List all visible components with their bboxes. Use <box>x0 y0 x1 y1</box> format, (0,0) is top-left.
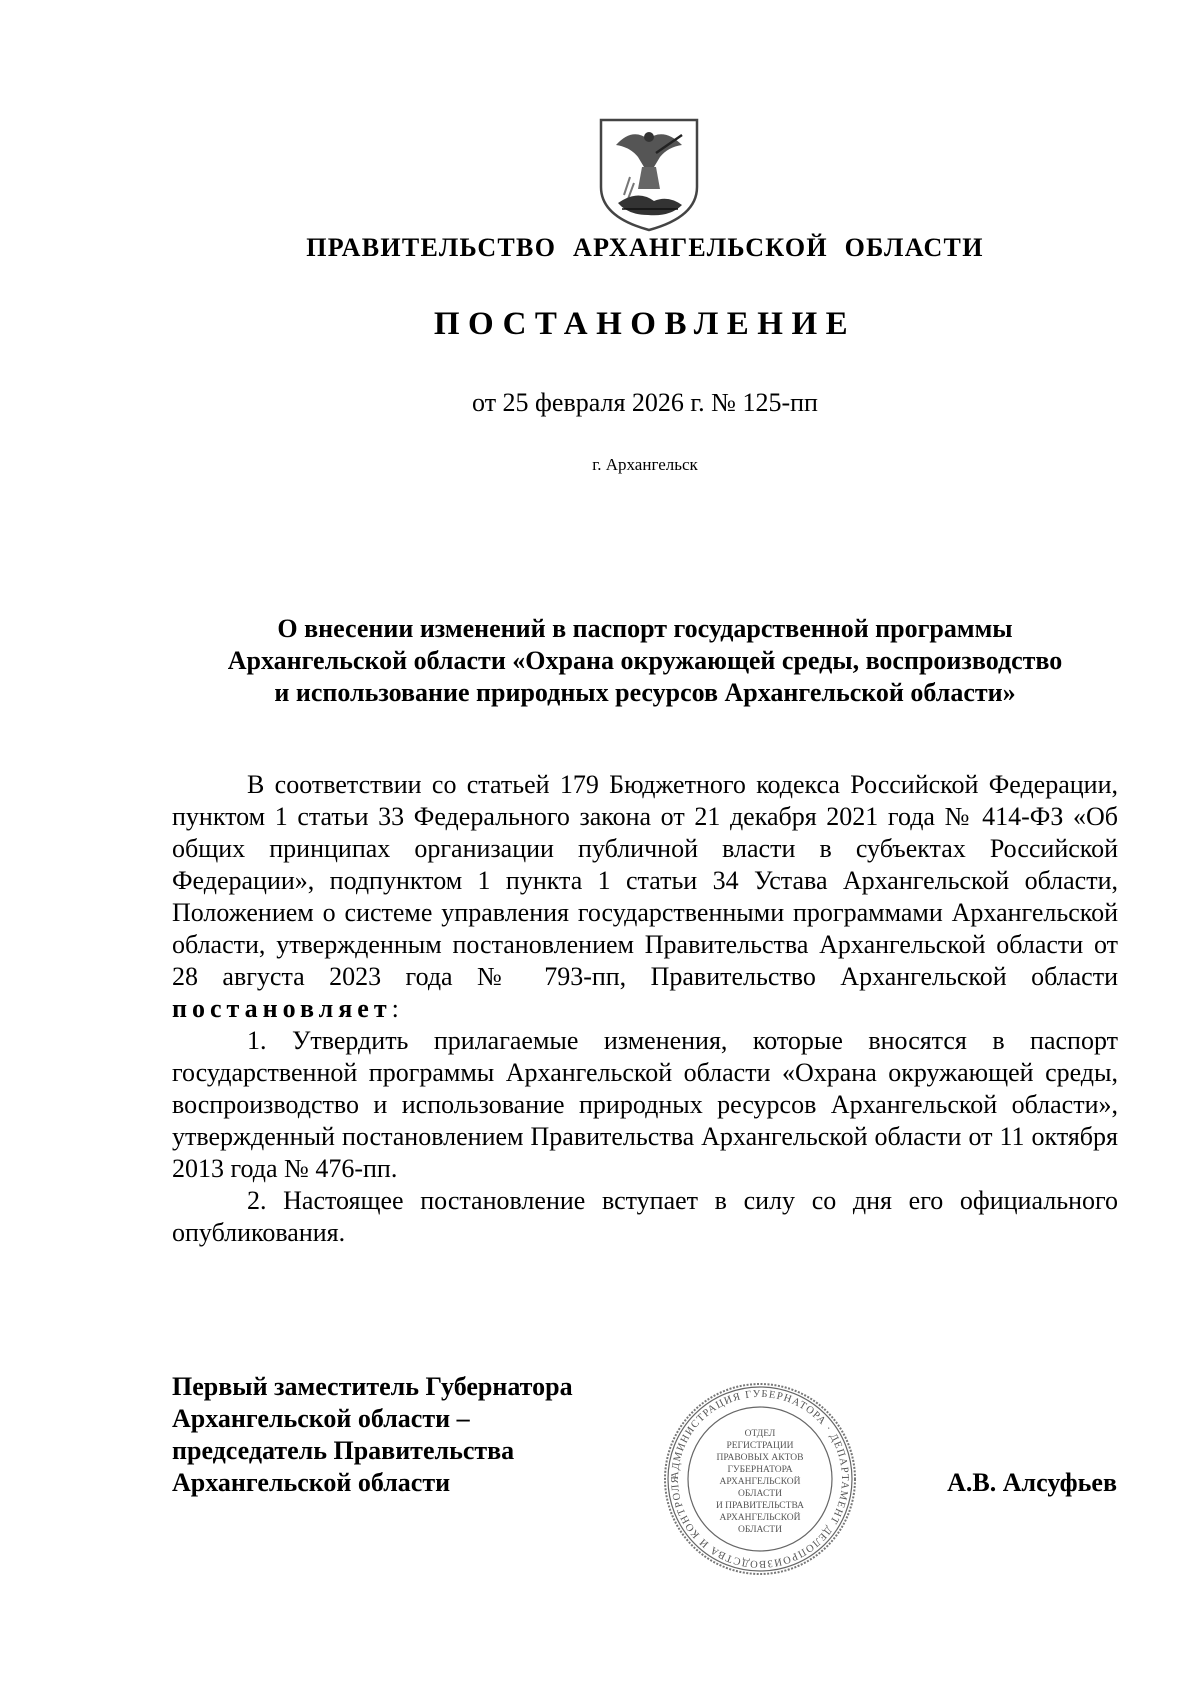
subject-line-3: и использование природных ресурсов Архангельской области» <box>274 678 1016 707</box>
subject-line-1: О внесении изменений в паспорт государственной программы <box>277 614 1013 643</box>
preamble-text: В соответствии со статьей 179 Бюджетного кодекса Российской Федерации, пунктом 1 статьи 33 Федерального закона от 21 декабря 2021 года № 414-ФЗ «Об общих принципах организации публичной власти в субъектах Российской Федерации», подпунктом 1 пункта 1 статьи 34 Устава Архангельской области, Положением о системе управления государственными программами Архангельской области, утвержденным постановлением Правительства Архангельской области от 28 августа 2023 года № 793-пп, Правительство Архангельской области <box>172 770 1118 991</box>
seal-outer-text: АДМИНИСТРАЦИЯ ГУБЕРНАТОРА · ДЕПАРТАМЕНТ ДЕЛОПРОИЗВОДСТВА И КОНТРОЛЯ <box>669 1388 851 1570</box>
seal-inner-line-7: И ПРАВИТЕЛЬСТВА <box>715 1501 805 1511</box>
decree-colon: : <box>391 994 399 1023</box>
seal-inner-line-2: РЕГИСТРАЦИИ <box>726 1441 794 1451</box>
signer-name: А.В. Алсуфьев <box>947 1468 1117 1497</box>
signer-title-line-4: Архангельской области <box>172 1468 451 1497</box>
official-seal-stamp <box>663 1382 857 1576</box>
preamble-paragraph <box>172 769 1118 1025</box>
seal-inner-line-5: АРХАНГЕЛЬСКОЙ <box>719 1477 801 1487</box>
item-2-paragraph: 2. Настоящее постановление вступает в силу со дня его официального опубликования. <box>172 1186 1118 1247</box>
seal-inner-line-1: ОТДЕЛ <box>744 1429 776 1439</box>
date-number-line: от 25 февраля 2026 г. № 125-пп <box>472 388 818 417</box>
seal-inner-line-9: ОБЛАСТИ <box>738 1525 782 1535</box>
seal-inner-line-4: ГУБЕРНАТОРА <box>727 1465 793 1475</box>
seal-inner-line-6: ОБЛАСТИ <box>738 1489 782 1499</box>
government-name: ПРАВИТЕЛЬСТВО АРХАНГЕЛЬСКОЙ ОБЛАСТИ <box>306 233 984 262</box>
document-subject <box>172 613 1118 709</box>
signer-title-line-1: Первый заместитель Губернатора <box>172 1372 573 1401</box>
signer-title-line-2: Архангельской области – <box>172 1404 470 1433</box>
item-1-paragraph: 1. Утвердить прилагаемые изменения, которые вносятся в паспорт государственной программы Архангельской области «Охрана окружающей среды, воспроизводство и использование природных ресурсов Архангельской области», утвержденный постановлением Правительства Архангельской области от 11 октября 2013 года № 476-пп. <box>172 1026 1118 1183</box>
seal-inner-line-8: АРХАНГЕЛЬСКОЙ <box>719 1513 801 1523</box>
seal-inner-line-3: ПРАВОВЫХ АКТОВ <box>716 1453 804 1463</box>
signer-title-line-3: председатель Правительства <box>172 1436 515 1465</box>
subject-line-2: Архангельской области «Охрана окружающей среды, воспроизводство <box>227 646 1063 675</box>
city-name: г. Архангельск <box>592 455 698 474</box>
document-body <box>172 769 1118 1249</box>
coat-of-arms-emblem <box>598 117 700 233</box>
signer-title <box>172 1371 672 1499</box>
document-type: ПОСТАНОВЛЕНИЕ <box>433 306 857 342</box>
decree-word: постановляет <box>172 994 392 1023</box>
